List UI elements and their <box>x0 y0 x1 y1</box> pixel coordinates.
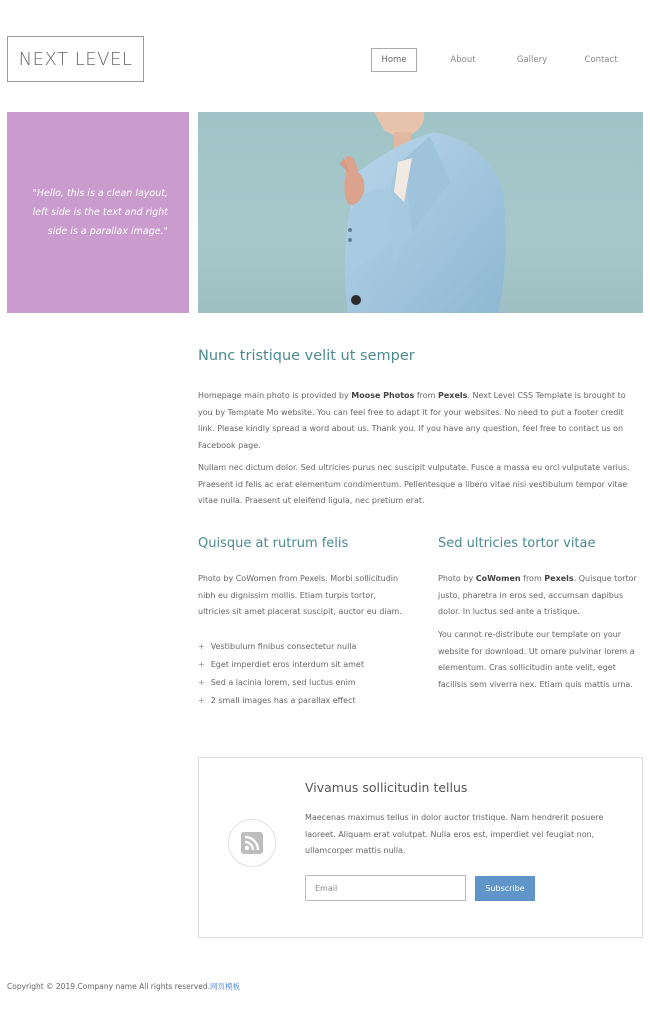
nav-gallery[interactable]: Gallery <box>516 55 548 65</box>
section-title: Nunc tristique velit ut semper <box>198 348 415 364</box>
photo-credit-author: Moose Photos <box>351 391 415 400</box>
intro-paragraph: Homepage main photo is provided by Moose Photos from Pexels. Next Level CSS Template is brought to you by Template Mo website. You can feel free to adapt it for your websites. No need to put a footer credit link. Please kindly spread a word about us. Thank you. If you have any question, feel free to contact us on Facebook page. <box>198 391 626 450</box>
list-item: + Eget imperdiet eros interdum sit amet <box>198 656 364 674</box>
list-item: + Vestibulum finibus consectetur nulla <box>198 638 364 656</box>
body-paragraph: Nullam nec dictum dolor. Sed ultricies purus nec suscipit vulputate. Fusce a massa eu orci vulputate varius. Praesent id felis ac erat elementum condimentum. Pellentesque a libero vitae nisi vestibulum tempor vitae vitae nulla. Praesent ut eleifend ligula, nec pretium erat. <box>198 463 630 505</box>
main-nav <box>0 48 650 72</box>
right-column-title: Sed ultricies tortor vitae <box>438 536 596 551</box>
nav-about[interactable]: About <box>450 55 476 65</box>
newsletter-box <box>198 757 643 938</box>
photo-credit-source: Pexels <box>438 391 468 400</box>
left-column-text: Photo by CoWomen from Pexels. Morbi sollicitudin nibh eu dignissim mollis. Etiam turpis tortor, ultricies sit amet placerat suscipit, auctor eu diam. <box>198 574 402 616</box>
site-logo[interactable]: NEXT LEVEL <box>7 36 144 82</box>
nav-contact[interactable]: Contact <box>584 55 618 65</box>
intro-quote-box <box>7 112 189 313</box>
subscribe-button[interactable]: Subscribe <box>475 876 535 901</box>
copyright-text: Copyright © 2019.Company name All rights reserved. <box>7 982 211 991</box>
right-column-text: Photo by CoWomen from Pexels. Quisque tortor justo, pharetra in eros sed, accumsan dapibus dolor. In luctus sed ante a tristique. <box>438 574 637 616</box>
nav-home[interactable]: Home <box>371 48 417 72</box>
list-item: + Sed a lacinia lorem, sed luctus enim <box>198 674 364 692</box>
footer <box>7 981 240 992</box>
footer-link[interactable]: 网页模板 <box>210 982 241 991</box>
feature-list <box>198 638 364 710</box>
left-column-title: Quisque at rutrum felis <box>198 536 349 551</box>
right-column-text-2: You cannot re-distribute our template on your website for download. Ut ornare pulvinar lorem a elementum. Cras sollicitudin ante velit, eget facilisis sem viverra nex. Etiam quis mattis urna. <box>438 630 635 689</box>
hero-image <box>198 112 643 313</box>
rss-icon <box>228 819 276 867</box>
list-item: + 2 small images has a parallax effect <box>198 692 364 710</box>
intro-quote: "Hello, this is a clean layout, left side is the text and right side is a parallax image." <box>32 188 168 237</box>
email-field[interactable] <box>305 875 466 901</box>
hero-woman-illustration <box>198 112 643 313</box>
newsletter-title: Vivamus sollicitudin tellus <box>305 780 468 795</box>
newsletter-text: Maecenas maximus tellus in dolor auctor tristique. Nam hendrerit posuere laoreet. Aliquam erat volutpat. Nulla eros est, imperdiet vel feugiat non, ullamcorper mattis nulla. <box>305 813 604 855</box>
